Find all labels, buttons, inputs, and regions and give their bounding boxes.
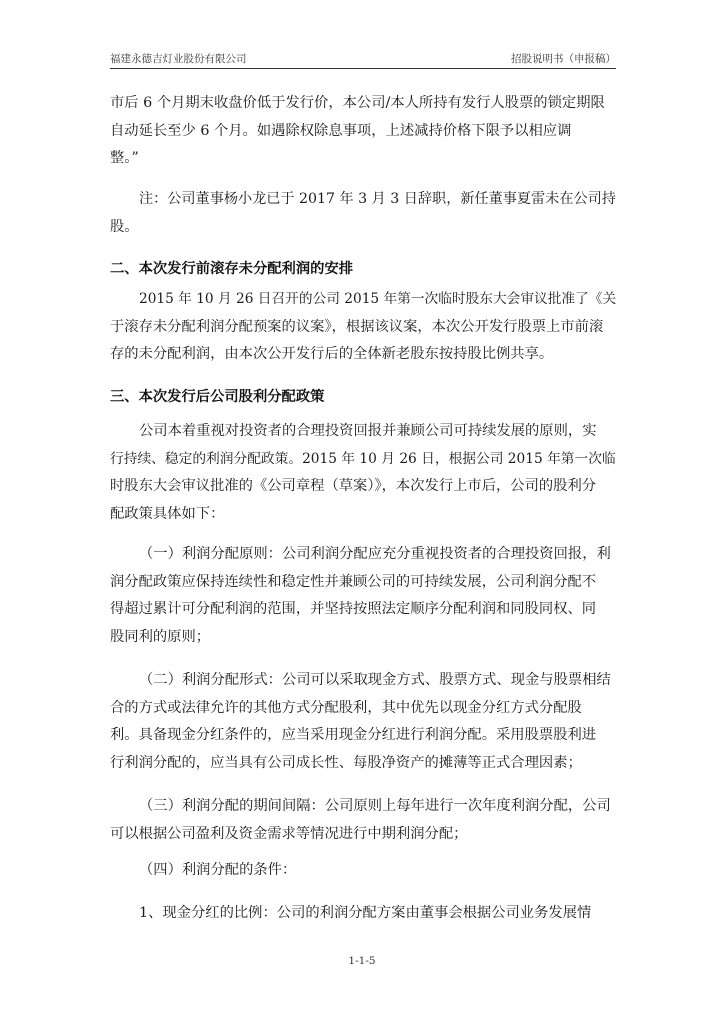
- section-2-heading: 二、本次发行前滚存未分配利润的安排: [110, 261, 354, 277]
- header-document-title: 招股说明书（申报稿）: [511, 53, 616, 65]
- paragraph-line: （四）利润分配的条件：: [139, 862, 297, 878]
- paragraph-line: 得超过累计可分配利润的范围，并坚持按照法定顺序分配利润和同股同权、同: [110, 601, 597, 617]
- policy-item-2: [110, 667, 616, 777]
- section-3-intro-paragraph: [110, 418, 616, 528]
- header-divider: [110, 68, 616, 69]
- paragraph-line: 润分配政策应保持连续性和稳定性并兼顾公司的可持续发展，公司利润分配不: [110, 573, 597, 590]
- paragraph-line: 注：公司董事杨小龙已于 2017 年 3 月 3 日辞职，新任董事夏雷未在公司持: [139, 191, 616, 207]
- paragraph-line: 存的未分配利润，由本次公开发行后的全体新老股东按持股比例共享。: [110, 346, 554, 362]
- page-number: 1-1-5: [348, 955, 376, 967]
- paragraph-line: 股。: [110, 218, 139, 235]
- paragraph-line: 合的方式或法律允许的其他方式分配股利，其中优先以现金分红方式分配股: [110, 699, 582, 716]
- paragraph-line: 时股东大会审议批准的《公司章程（草案）》，本次发行上市后，公司的股利分: [110, 478, 597, 494]
- section-2-paragraph: [110, 286, 616, 369]
- paragraph-line: 行利润分配的，应当具有公司成长性、每股净资产的摊薄等正式合理因素；: [110, 754, 582, 771]
- paragraph-line: 可以根据公司盈利及资金需求等情况进行中期利润分配；: [110, 825, 468, 842]
- paragraph-line: 市后 6 个月期末收盘价低于发行价，本公司/本人所持有发行人股票的锁定期限: [110, 95, 605, 111]
- paragraph-line: （一）利润分配原则：公司利润分配应充分重视投资者的合理投资回报，利: [139, 546, 611, 562]
- policy-item-4-sub-1: [110, 900, 616, 928]
- policy-item-4: [110, 857, 616, 885]
- paragraph-line: 配政策具体如下：: [110, 505, 225, 522]
- policy-item-3: [110, 793, 616, 848]
- intro-paragraph: [110, 90, 616, 173]
- note-paragraph: [110, 186, 616, 241]
- paragraph-line: 利。具备现金分红条件的，应当采用现金分红进行利润分配。采用股票股利进: [110, 727, 597, 743]
- paragraph-line: （二）利润分配形式：公司可以采取现金方式、股票方式、现金与股票相结: [139, 672, 611, 688]
- page-header: [110, 51, 616, 67]
- policy-item-1: [110, 541, 616, 651]
- paragraph-line: 股同利的原则；: [110, 628, 211, 645]
- paragraph-line: （三）利润分配的期间间隔：公司原则上每年进行一次年度利润分配，公司: [139, 798, 611, 814]
- paragraph-line: 自动延长至少 6 个月。如遇除权除息事项，上述减持价格下限予以相应调: [110, 122, 572, 139]
- header-company-name: 福建永德吉灯业股份有限公司: [110, 53, 247, 65]
- section-3-heading: 三、本次发行后公司股利分配政策: [110, 389, 325, 405]
- paragraph-line: 2015 年 10 月 26 日召开的公司 2015 年第一次临时股东大会审议批准了《关: [139, 291, 617, 307]
- paragraph-line: 整。”: [110, 150, 139, 166]
- paragraph-line: 于滚存未分配利润分配预案的议案》，根据该议案，本次公开发行股票上市前滚: [110, 318, 604, 335]
- paragraph-line: 公司本着重视对投资者的合理投资回报并兼顾公司可持续发展的原则，实: [139, 423, 597, 439]
- paragraph-line: 行持续、稳定的利润分配政策。2015 年 10 月 26 日，根据公司 2015 年第一次临: [110, 450, 616, 467]
- paragraph-line: 1、现金分红的比例：公司的利润分配方案由董事会根据公司业务发展情: [139, 905, 592, 921]
